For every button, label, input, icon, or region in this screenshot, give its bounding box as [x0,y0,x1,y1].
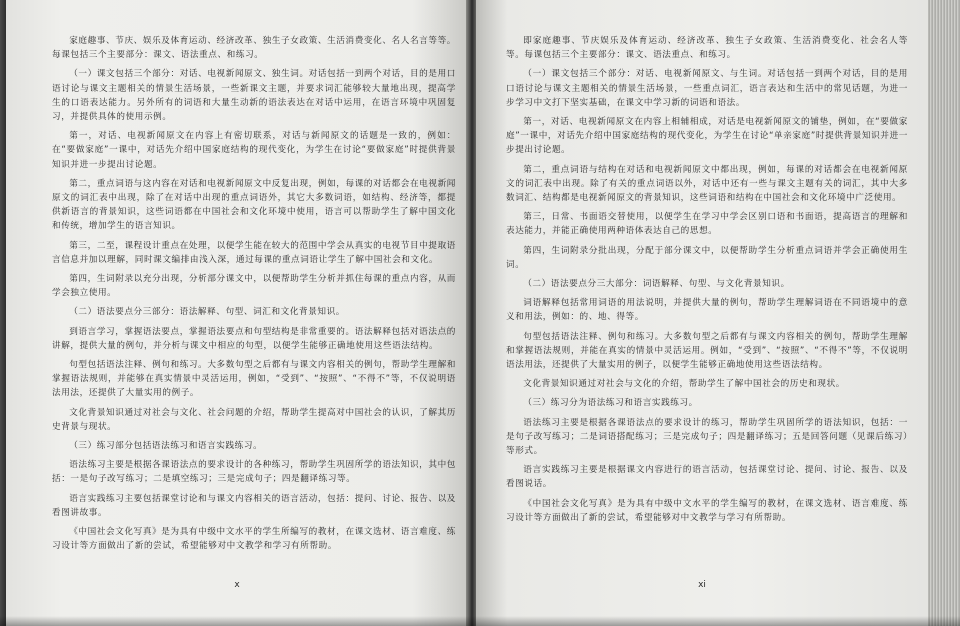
paragraph: 家庭趣事、节庆、娱乐及体育运动、经济改革、独生子女政策、生活消费变化、名人名言等等。每课包括三个主要部分：课文、语法重点、和练习。 [52,36,456,61]
paragraph: 文化背景知识通过对社会与文化的介绍，帮助学生了解中国社会的历史和现状。 [523,379,845,390]
paragraph: （一）课文包括三个部分：对话、电视新闻原文、与生词。对话包括一到两个对话，目的是用口语讨论与课文主题相关的情景生活场景，一些重点词汇，语言表达和生活中的常见话题，为进一步学习中文打下坚实基础，在课文中学习新的词语和语法。 [506,69,908,108]
paragraph: （二）语法要点分三大部分：词语解释、句型、与文化背景知识。 [523,279,790,290]
paragraph: 第一，对话、电视新闻原文在内容上有密切联系，对话与新闻原文的话题是一致的，例如：在“要做家庭”一课中，对话先介绍中国家庭结构的现代变化，为学生在讨论“要做家庭”时提供背景知识并进一步提出讨论题。 [52,131,456,170]
paragraph: 词语解释包括常用词语的用法说明，并提供大量的例句，帮助学生理解词语在不同语境中的意义和用法，例如：的、地、得等。 [506,298,908,323]
paragraph: 第三，日常、书面语交替使用，以便学生在学习中学会区别口语和书面语，提高语言的理解和表达能力，并能正确使用两种语体表达自己的思想。 [506,212,908,237]
paragraph: 语言实践练习主要是根据课文内容进行的语言活动，包括课堂讨论、提问、讨论、报告、以及看图说话。 [506,465,908,490]
paragraph: 语法练习主要是根据各课语法点的要求设计的练习，帮助学生巩固所学的语法知识，包括：一是句子改写练习；二是词语搭配练习；三是完成句子；四是翻译练习；五是回答问题（见课后练习）等形式。 [506,417,908,457]
paragraph: 《中国社会文化写真》是为具有中级中文水平的学生编写的教材，在课文选材、语言难度、练习设计等方面做出了新的尝试，希望能够对中文教学与学习有所帮助。 [506,498,908,523]
page-edges [928,0,960,626]
paragraph: 即家庭趣事、节庆娱乐及体育运动、经济改革、独生子女政策、生活消费变化、社会名人等等。每课包括三个主要部分：课文、语法重点、和练习。 [506,36,908,61]
paragraph: 句型包括语法注释、例句和练习。大多数句型之后都有与课文内容相关的例句，帮助学生理解和掌握语法规则，并能够在真实情景中灵活运用，例如，“受到”、“按照”、“不得不”等，不仅说明语法用法，还提供了大量实用的例子。 [52,360,456,399]
paragraph: （二）语法要点分三部分：语法解释、句型、词汇和文化背景知识。 [69,307,346,318]
paragraph: 到语言学习，掌握语法要点，掌握语法要点和句型结构是非常重要的。语法解释包括对语法点的讲解，提供大量的例句，并分析与课文中相应的句型，以便学生能够正确地使用这些语法结构。 [52,326,456,351]
page-number: x [234,579,240,590]
paragraph: 第一，对话、电视新闻原文在内容上相辅相成，对话是电视新闻原文的铺垫，例如，在“要做家庭”一课中，对话先介绍中国家庭结构的现代变化，为学生在讨论“单亲家庭”时提供背景知识并进一步提出讨论题。 [506,117,908,156]
paragraph: 第二，重点词语与这内容在对话和电视新闻原文中反复出现，例如，每课的对话都会在电视新闻原文的词汇表中出现，除了在对话中出现的重点词语外，其它大多数词语，如结构、经济等，都提供新语言的背景知识，这些词语都在中国社会和文化环境中使用，语言可以帮助学生了解中国文化和传统，增加学生的语言知识。 [52,178,456,232]
paragraph: 句型包括语法注释、例句和练习。大多数句型之后都有与课文内容相关的例句，帮助学生理解和掌握语法规则，并能在真实的情景中灵活运用。例如，“受到”、“按照”、“不得不”等，不仅说明语法用法，还提供了大量实用的例子，以便学生能够正确地使用这些语法结构。 [506,331,908,371]
paragraph: （三）练习部分包括语法练习和语言实践练习。 [69,441,263,452]
paragraph: 语法练习主要是根据各课语法点的要求设计的各种练习，帮助学生巩固所学的语法知识，其中包括：一是句子改写练习；二是填空练习；三是完成句子；四是翻译练习等。 [52,460,456,485]
paragraph: 《中国社会文化写真》是为具有中级中文水平的学生所编写的教材，在课文选材、语言难度、练习设计等方面做出了新的尝试，希望能够对中文教学和学习有所帮助。 [52,527,456,552]
paragraph: 第二，重点词语与结构在对话和电视新闻原文中都出现，例如，每课的对话都会在电视新闻原文的词汇表中出现。除了有关的重点词语以外，对话中还有一些与课文主题有关的词汇，其中大多数词汇、结构都是电视新闻原文的背景知识，这些词语和结构在中国社会和文化环境中广泛使用。 [506,164,908,204]
paragraph: 语言实践练习主要包括课堂讨论和与课文内容相关的语言活动，包括：提问、讨论、报告、以及看图讲故事。 [52,493,456,518]
paragraph: （一）课文包括三个部分：对话、电视新闻原文、独生词。对话包括一到两个对话，目的是用口语讨论与课文主题相关的情景生活场景，一些新课文主题，并要求词汇能够较大量地出现，提高学生的口语表达能力。另外所有的词语和大量生动新的语法表达在对话中运用，在语言环境中巩固复习，并提供具体的使用示例。 [52,69,456,123]
paragraph: 第四，生词附录分批出现，分配于部分课文中，以便帮助学生分析重点词语并学会正确使用生词。 [506,245,908,270]
paragraph: 第四，生词附录以充分出现，分析部分课文中，以便帮助学生分析并抓住每课的重点内容，从而学会独立使用。 [52,274,456,299]
scan-shadow [0,616,960,626]
paragraph: （三）练习分为语法练习和语言实践练习。 [523,398,698,409]
right-page [476,0,928,626]
left-page [6,0,468,626]
page-number: xi [698,579,706,590]
paragraph: 第三，二至，课程设计重点在处理，以便学生能在较大的范围中学会从真实的电视节目中提取语言信息并加以理解，同时课文编排由浅入深，通过每课的重点词语让学生了解中国社会和文化。 [52,240,456,265]
paragraph: 文化背景知识通过对社会与文化、社会问题的介绍，帮助学生提高对中国社会的认识，了解其历史背景与现状。 [52,407,456,432]
